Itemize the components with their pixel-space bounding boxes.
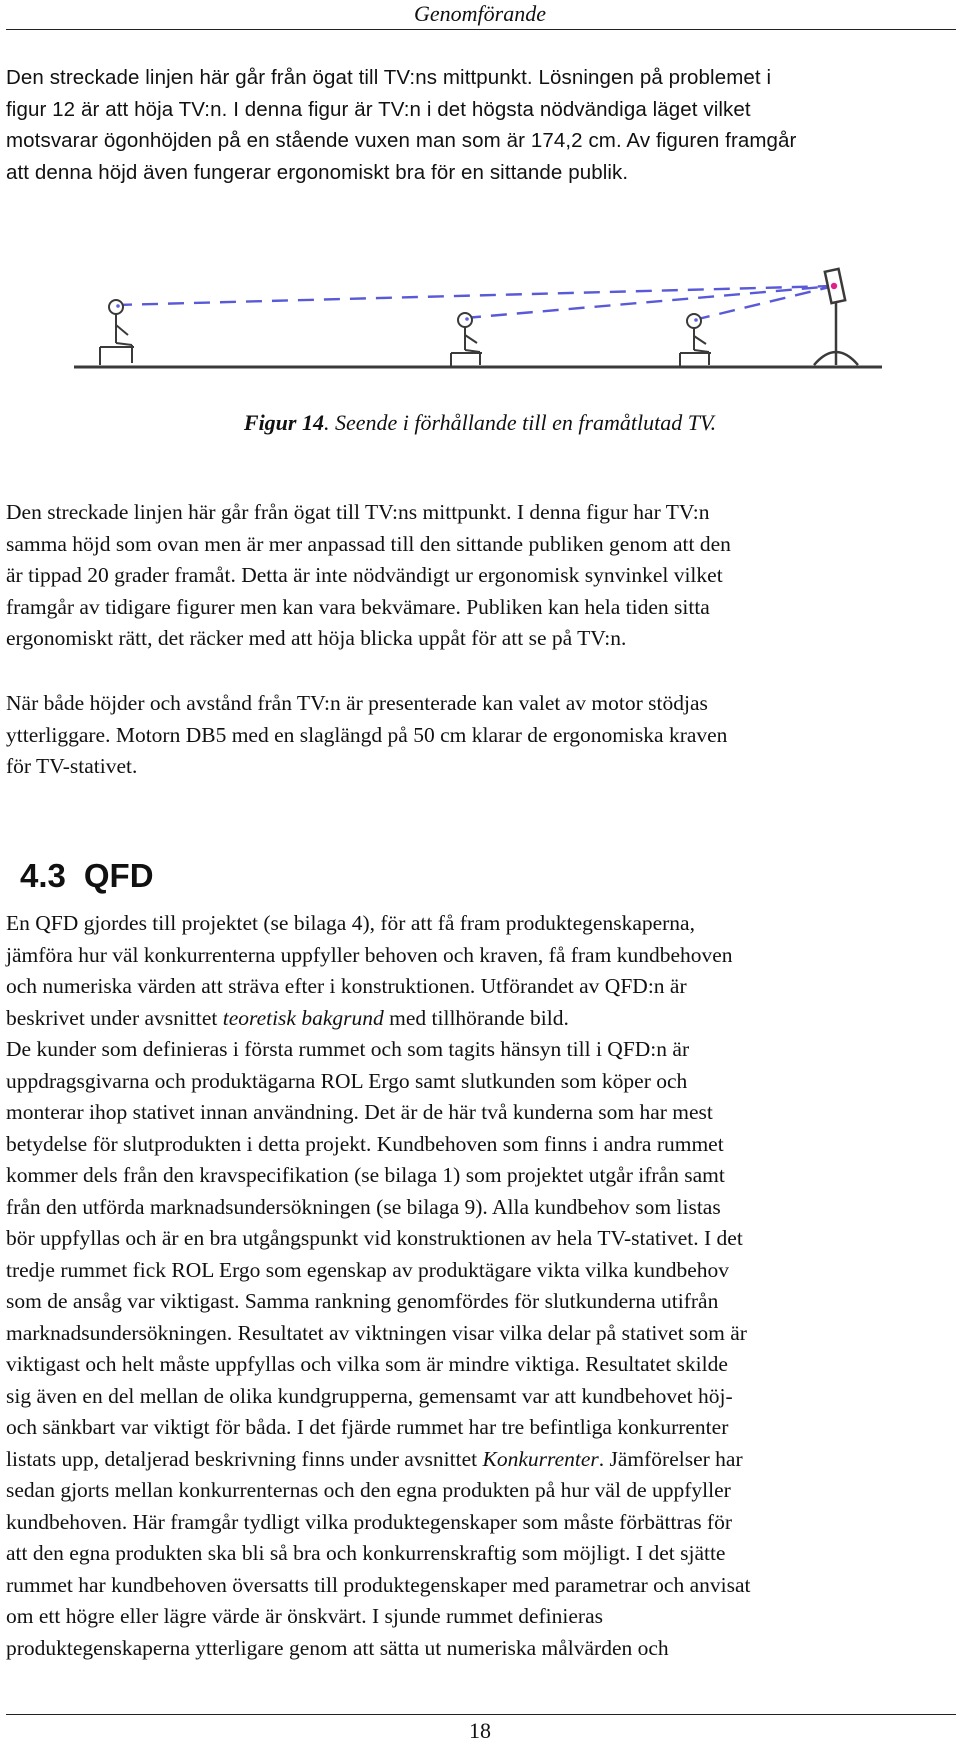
text-line: kommer dels från den kravspecifikation (se bilaga 1) som projektet utgår ifrån samt (6, 1163, 725, 1187)
text-line: Den streckade linjen här går från ögat till TV:ns mittpunkt. Lösningen på problemet i (6, 66, 772, 89)
text-line: kundbehoven. Här framgår tydligt vilka produktegenskaper som måste förbättras för (6, 1509, 733, 1534)
text-line: monterar ihop stativet innan användning. Det är de här två kunderna som har mest (6, 1100, 713, 1124)
section-heading (20, 856, 154, 896)
section-number: 4.3 (20, 857, 66, 894)
text-line: och numeriska värden att sträva efter i konstruktionen. Utförandet av QFD:n är (6, 974, 687, 998)
text-line: produktegenskaperna ytterligare genom att sätta ut numeriska målvärden och (6, 1635, 669, 1660)
text-line: uppdragsgivarna och produktägarna ROL Ergo samt slutkunden som köper och (6, 1068, 688, 1093)
text-line: ytterliggare. Motorn DB5 med en slaglängd på 50 cm klarar de ergonomiska kraven (6, 722, 728, 747)
running-header: Genomförande (414, 1, 546, 26)
italic-term: Konkurrenter (482, 1446, 599, 1471)
text-line: för TV-stativet. (6, 754, 138, 778)
seated-person-2 (451, 313, 482, 366)
caption-text: . Seende i förhållande till en framåtlutad TV. (323, 410, 717, 435)
text-line: figur 12 är att höja TV:n. I denna figur är TV:n i det högsta nödvändiga läget vilket (6, 97, 751, 121)
caption-label: Figur 14 (243, 410, 324, 435)
text-line: sedan gjorts mellan konkurrenternas och den egna produkten på hur väl de uppfyller (6, 1478, 731, 1502)
figure-14-illustration (70, 255, 890, 385)
text-line: som de ansåg var viktigast. Samma rankning genomfördes för slutkunderna utifrån (6, 1289, 719, 1313)
seated-person-3 (680, 314, 711, 366)
intro-paragraph (6, 62, 956, 188)
tv-center-point (831, 283, 837, 289)
paragraph-2 (6, 497, 956, 655)
text-line: rummet har kundbehoven översatts till produktegenskaper med parametrar och anvisat (6, 1572, 751, 1597)
text-run: beskrivet under avsnittet (6, 1005, 223, 1030)
paragraph-3 (6, 688, 956, 783)
text-line: En QFD gjordes till projektet (se bilaga 4), för att få fram produktegenskaperna, (6, 911, 695, 935)
paragraph-4 (6, 908, 956, 1034)
text-line: om ett högre eller lägre värde är önskvärt. I sjunde rummet definieras (6, 1604, 603, 1628)
header-divider (6, 29, 956, 30)
section-title: QFD (83, 857, 154, 894)
text-line (6, 1444, 956, 1476)
italic-term: teoretisk bakgrund (222, 1005, 384, 1030)
figure-caption (0, 410, 960, 436)
text-line (6, 1003, 956, 1035)
text-line: motsvarar ögonhöjden på en stående vuxen man som är 174,2 cm. Av figuren framgår (6, 129, 797, 152)
text-run: listats upp, detaljerad beskrivning finns under avsnittet (6, 1446, 483, 1471)
text-line: och sänkbart var viktigt för båda. I det fjärde rummet har tre befintliga konkurrenter (6, 1415, 729, 1439)
text-line: är tippad 20 grader framåt. Detta är inte nödvändigt ur ergonomisk synvinkel vilket (6, 563, 723, 587)
text-line: Den streckade linjen här går från ögat till TV:ns mittpunkt. I denna figur har TV:n (6, 500, 710, 524)
text-line: framgår av tidigare figurer men kan vara bekvämare. Publiken kan hela tiden sitta (6, 594, 710, 619)
footer-divider (6, 1714, 956, 1715)
text-line: bör uppfyllas och är en bra utgångspunkt vid konstruktionen av hela TV-stativet. I det (6, 1226, 743, 1250)
text-line: viktigast och helt måste uppfyllas och vilka som är mindre viktiga. Resultatet skilde (6, 1352, 728, 1376)
text-line: ergonomiskt rätt, det räcker med att höja blicka uppåt för att se på TV:n. (6, 626, 627, 650)
text-line: När både höjder och avstånd från TV:n är presenterade kan valet av motor stödjas (6, 691, 708, 715)
text-line: betydelse för slutprodukten i detta projekt. Kundbehoven som finns i andra rummet (6, 1131, 724, 1156)
text-run: . Jämförelser har (598, 1446, 743, 1471)
text-line: De kunder som definieras i första rummet och som tagits hänsyn till i QFD:n är (6, 1037, 690, 1061)
paragraph-5 (6, 1034, 956, 1664)
text-line: att den egna produkten ska bli så bra och konkurrenskraftig som möjligt. I det sjätte (6, 1541, 726, 1565)
text-line: tredje rummet fick ROL Ergo som egenskap av produktägare vikta vilka kundbehov (6, 1257, 730, 1282)
text-line: samma höjd som ovan men är mer anpassad till den sittande publiken genom att den (6, 531, 731, 556)
page-number: 18 (469, 1718, 491, 1743)
text-line: från den utförda marknadsundersökningen (se bilaga 9). Alla kundbehov som listas (6, 1194, 721, 1219)
seated-person-1 (100, 300, 134, 365)
text-line: sig även en del mellan de olika kundgrupperna, gemensamt var att kundbehovet höj- (6, 1383, 733, 1408)
tv-stand (814, 269, 858, 365)
text-line: marknadsundersökningen. Resultatet av viktningen visar vilka delar på stativet som är (6, 1320, 747, 1345)
text-line: jämföra hur väl konkurrenterna uppfyller behoven och kraven, få fram kundbehoven (6, 942, 733, 967)
sight-lines (116, 286, 834, 320)
text-line: att denna höjd även fungerar ergonomiskt bra för en sittande publik. (6, 160, 629, 184)
text-run: med tillhörande bild. (383, 1005, 569, 1030)
